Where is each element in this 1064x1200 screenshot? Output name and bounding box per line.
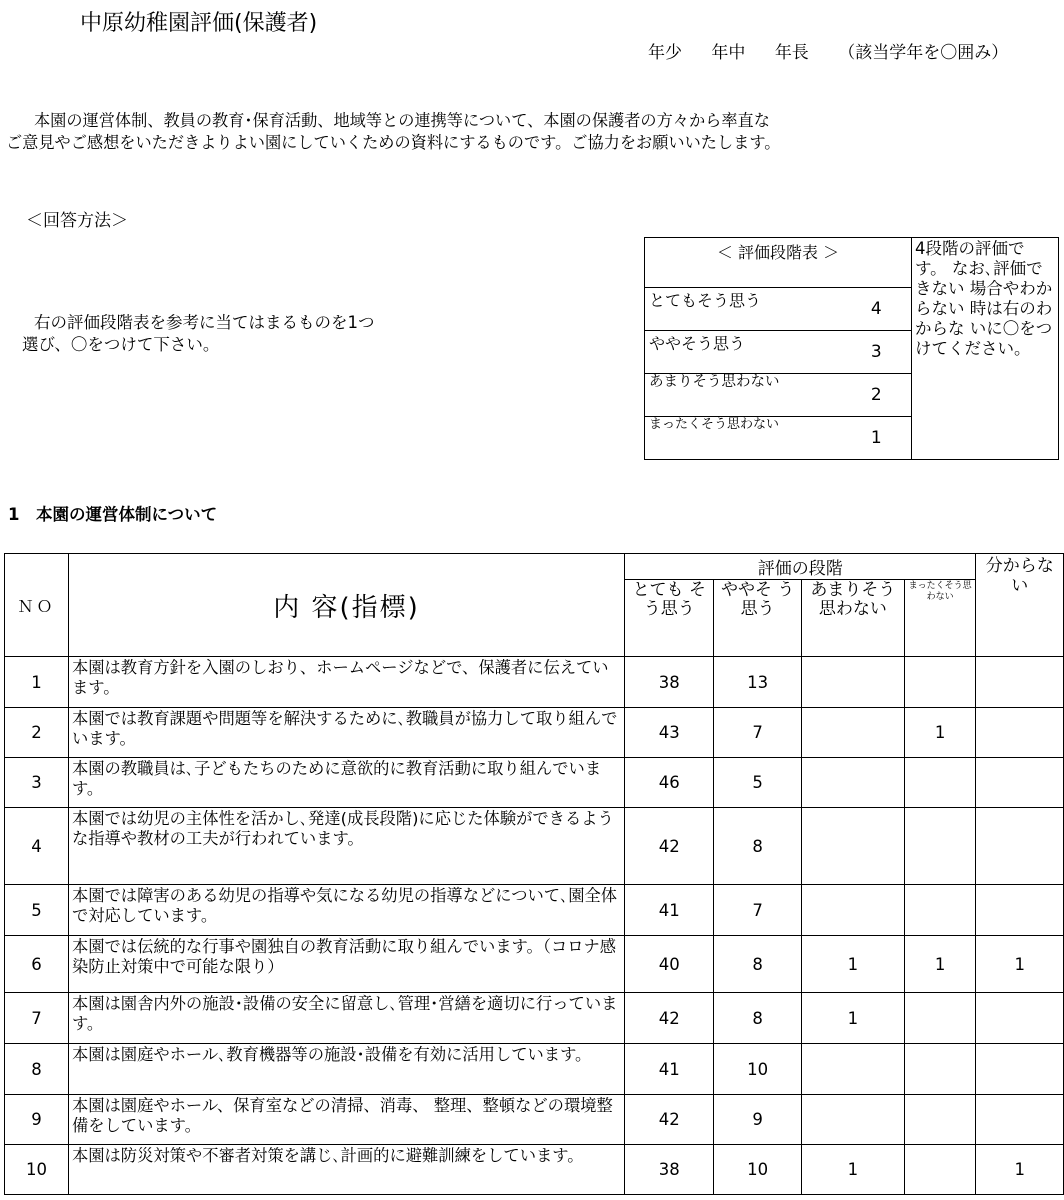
- instructions-line-2: 選び、〇をつけて下さい。: [22, 335, 220, 354]
- header-unknown: 分からない: [976, 554, 1064, 657]
- table-row: [5, 657, 1064, 708]
- cell-level-4[interactable]: 38: [625, 1145, 714, 1195]
- cell-level-4[interactable]: 42: [625, 1095, 714, 1145]
- scale-value-3: 3: [842, 331, 912, 374]
- scale-label-2: あまりそう思わない: [645, 374, 842, 417]
- cell-level-3[interactable]: 5: [714, 758, 801, 808]
- row-no: 7: [5, 993, 69, 1044]
- section-1-title: 1 本園の運営体制について: [8, 505, 218, 524]
- cell-level-1[interactable]: 1: [904, 936, 976, 993]
- cell-level-2[interactable]: [801, 1095, 904, 1145]
- cell-level-4[interactable]: 43: [625, 708, 714, 758]
- table-row: [5, 885, 1064, 936]
- table-row: [5, 808, 1064, 885]
- grade-option-nensho[interactable]: 年少: [648, 43, 682, 63]
- instructions-line-1: 右の評価段階表を参考に当てはまるものを1つ: [34, 313, 375, 332]
- grade-selector: [648, 38, 1008, 63]
- table-row: [5, 1044, 1064, 1095]
- cell-unknown[interactable]: [976, 758, 1064, 808]
- cell-level-1[interactable]: [904, 1095, 976, 1145]
- row-content: 本園では障害のある幼児の指導や気になる幼児の指導などについて､園全体で対応しています。: [68, 885, 624, 936]
- cell-level-1[interactable]: 1: [904, 708, 976, 758]
- row-content: 本園は園舎内外の施設･設備の安全に留意し､管理･営繕を適切に行っています。: [68, 993, 624, 1044]
- cell-level-2[interactable]: [801, 758, 904, 808]
- cell-level-3[interactable]: 7: [714, 708, 801, 758]
- header-content: 内 容(指標): [68, 554, 624, 657]
- table-row: [5, 936, 1064, 993]
- table-row: [5, 708, 1064, 758]
- cell-level-2[interactable]: 1: [801, 1145, 904, 1195]
- intro-line-1: 本園の運営体制、教員の教育･保育活動、地域等との連携等について、本園の保護者の方々から率直な: [34, 111, 770, 130]
- header-level-1: まったくそう思わない: [904, 580, 976, 657]
- cell-unknown[interactable]: [976, 993, 1064, 1044]
- row-no: 6: [5, 936, 69, 993]
- grade-option-nencho[interactable]: 年長: [774, 43, 809, 63]
- row-content: 本園の教職員は､子どもたちのために意欲的に教育活動に取り組んでいます。: [68, 758, 624, 808]
- cell-unknown[interactable]: [976, 1044, 1064, 1095]
- header-no: ＮＯ: [5, 554, 69, 657]
- scale-value-1: 1: [842, 417, 912, 460]
- cell-unknown[interactable]: 1: [976, 1145, 1064, 1195]
- row-no: 9: [5, 1095, 69, 1145]
- table-row: [5, 1145, 1064, 1195]
- row-no: 2: [5, 708, 69, 758]
- table-row: [5, 1095, 1064, 1145]
- row-no: 3: [5, 758, 69, 808]
- header-level-4: とても そう思う: [625, 580, 714, 657]
- row-no: 5: [5, 885, 69, 936]
- scale-label-4: とてもそう思う: [645, 288, 842, 331]
- intro-line-2: ご意見やご感想をいただきよりよい園にしていくための資料にするものです。ご協力をお願いいたします。: [6, 133, 781, 152]
- row-content: 本園では伝統的な行事や園独自の教育活動に取り組んでいます。（コロナ感染防止対策中で可能な限り）: [68, 936, 624, 993]
- intro-text: [6, 110, 780, 154]
- grade-select-note: （該当学年を〇囲み）: [838, 43, 1009, 63]
- cell-level-1[interactable]: [904, 657, 976, 708]
- cell-level-3[interactable]: 8: [714, 808, 801, 885]
- method-heading: ＜回答方法＞: [26, 211, 128, 231]
- header-level-3: ややそ う 思う: [714, 580, 801, 657]
- cell-level-1[interactable]: [904, 993, 976, 1044]
- cell-unknown[interactable]: [976, 885, 1064, 936]
- table-row: [5, 993, 1064, 1044]
- cell-unknown[interactable]: [976, 708, 1064, 758]
- cell-unknown[interactable]: [976, 1095, 1064, 1145]
- cell-unknown[interactable]: [976, 808, 1064, 885]
- cell-level-1[interactable]: [904, 758, 976, 808]
- row-content: 本園では教育課題や問題等を解決するために､教職員が協力して取り組んでいます。: [68, 708, 624, 758]
- cell-level-3[interactable]: 8: [714, 993, 801, 1044]
- cell-level-1[interactable]: [904, 808, 976, 885]
- instructions: [22, 312, 375, 356]
- cell-level-2[interactable]: [801, 808, 904, 885]
- cell-level-4[interactable]: 42: [625, 808, 714, 885]
- scale-value-2: 2: [842, 374, 912, 417]
- scale-note: 4段階の評価です。 なお､評価できない 場合やわからない 時は右のわからな いに〇をつけてください。: [912, 238, 1059, 460]
- cell-level-3[interactable]: 10: [714, 1145, 801, 1195]
- grade-option-nenchu[interactable]: 年中: [711, 43, 746, 63]
- cell-level-2[interactable]: 1: [801, 936, 904, 993]
- cell-level-2[interactable]: [801, 885, 904, 936]
- cell-level-3[interactable]: 10: [714, 1044, 801, 1095]
- page-title: 中原幼稚園評価(保護者): [80, 11, 318, 36]
- cell-level-4[interactable]: 41: [625, 885, 714, 936]
- cell-level-4[interactable]: 41: [625, 1044, 714, 1095]
- cell-level-4[interactable]: 42: [625, 993, 714, 1044]
- cell-level-3[interactable]: 8: [714, 936, 801, 993]
- cell-level-1[interactable]: [904, 1145, 976, 1195]
- cell-level-2[interactable]: 1: [801, 993, 904, 1044]
- cell-level-2[interactable]: [801, 708, 904, 758]
- header-level-2: あまりそう思わない: [801, 580, 904, 657]
- cell-level-4[interactable]: 40: [625, 936, 714, 993]
- evaluation-table: [4, 553, 1064, 1195]
- row-no: 8: [5, 1044, 69, 1095]
- scale-value-4: 4: [842, 288, 912, 331]
- row-no: 1: [5, 657, 69, 708]
- cell-level-3[interactable]: 9: [714, 1095, 801, 1145]
- row-content: 本園は教育方針を入園のしおり、ホームページなどで、保護者に伝えています。: [68, 657, 624, 708]
- row-content: 本園は園庭やホール､教育機器等の施設･設備を有効に活用しています。: [68, 1044, 624, 1095]
- table-row: [5, 758, 1064, 808]
- row-no: 4: [5, 808, 69, 885]
- row-content: 本園では幼児の主体性を活かし､発達(成長段階)に応じた体験ができるような指導や教材の工夫が行われています。: [68, 808, 624, 885]
- row-content: 本園は防災対策や不審者対策を講じ､計画的に避難訓練をしています。: [68, 1145, 624, 1195]
- cell-unknown[interactable]: 1: [976, 936, 1064, 993]
- row-no: 10: [5, 1145, 69, 1195]
- cell-level-2[interactable]: [801, 1044, 904, 1095]
- cell-level-2[interactable]: [801, 657, 904, 708]
- cell-level-3[interactable]: 13: [714, 657, 801, 708]
- row-content: 本園は園庭やホール、保育室などの清掃、消毒、 整理、整頓などの環境整備をしています。: [68, 1095, 624, 1145]
- header-evaluation: 評価の段階: [625, 554, 976, 580]
- scale-table: [644, 237, 1059, 460]
- cell-level-3[interactable]: 7: [714, 885, 801, 936]
- cell-unknown[interactable]: [976, 657, 1064, 708]
- scale-label-1: まったくそう思わない: [645, 417, 842, 460]
- cell-level-1[interactable]: [904, 885, 976, 936]
- cell-level-4[interactable]: 46: [625, 758, 714, 808]
- scale-header: ＜ 評価段階表 ＞: [645, 238, 912, 288]
- scale-label-3: ややそう思う: [645, 331, 842, 374]
- cell-level-1[interactable]: [904, 1044, 976, 1095]
- cell-level-4[interactable]: 38: [625, 657, 714, 708]
